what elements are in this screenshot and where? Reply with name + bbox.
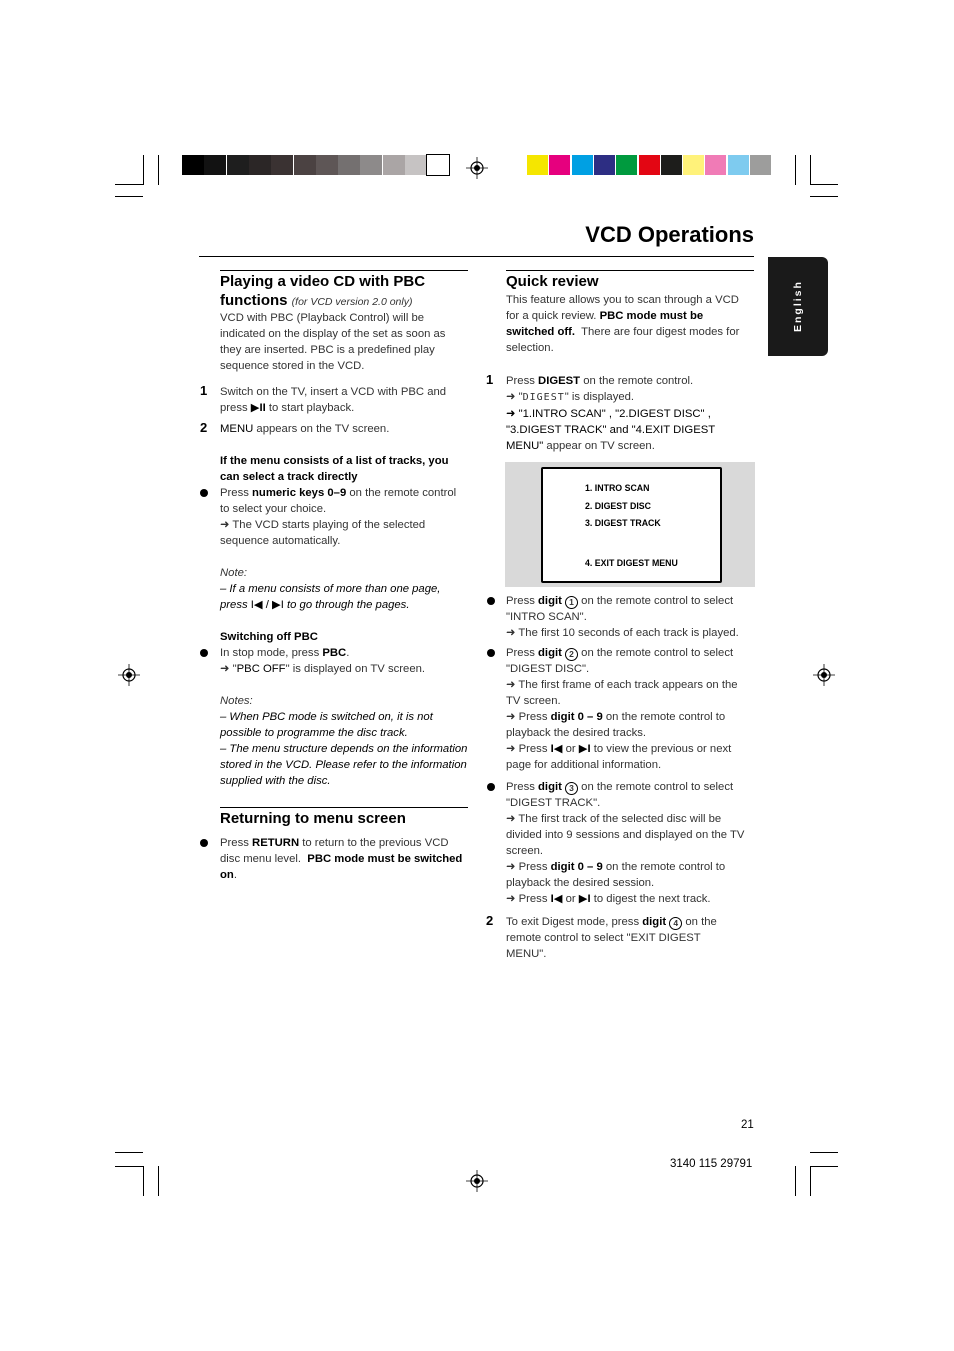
color-swatch	[572, 155, 593, 175]
digit-1-icon: 1	[565, 596, 578, 609]
quick-review-title: Quick review	[506, 273, 599, 290]
color-swatch	[616, 155, 637, 175]
color-swatch	[705, 155, 726, 175]
digest-option-2: Press digit 2 on the remote control to select "DIGEST DISC". ➜ The first frame of each track appears on the TV screen. ➜ Press digit 0 – 9 on the remote control to playback the desired tracks. ➜ Press I◀ or ▶I to view the previous or next page for additional information.	[506, 647, 738, 771]
list-instruction: Press numeric keys 0–9 on the remote control to select your choice.	[220, 487, 457, 515]
color-swatch	[405, 155, 427, 175]
bullet-icon	[487, 783, 495, 791]
return-instruction: Press RETURN to return to the previous VCD disc menu level. PBC mode must be switched on.	[220, 837, 463, 881]
bullet-icon	[200, 839, 208, 847]
digest-option-1: Press digit 1 on the remote control to select "INTRO SCAN". ➜ The first 10 seconds of each track is played.	[506, 595, 739, 639]
note-text: – If a menu consists of more than one page, press I◀ / ▶I to go through the pages.	[220, 583, 441, 611]
color-swatch	[383, 155, 405, 175]
list-result: ➜ The VCD starts playing of the selected sequence automatically.	[220, 519, 426, 547]
title-rule	[199, 256, 754, 257]
next-icon: ▶I	[578, 743, 591, 755]
bullet-icon	[487, 649, 495, 657]
color-swatch	[316, 155, 338, 175]
menu-item-digest-track: 3. DIGEST TRACK	[585, 518, 661, 528]
note-label: Note:	[220, 567, 248, 579]
pbc-title-line1: Playing a video CD with PBC	[220, 273, 426, 290]
color-swatch	[227, 155, 249, 175]
section-rule	[220, 270, 468, 271]
switch-heading: Switching off PBC	[220, 631, 318, 643]
color-swatch	[360, 155, 382, 175]
pbc-title-line2: functions	[220, 292, 288, 309]
color-swatch	[182, 155, 204, 175]
menu-item-exit-digest: 4. EXIT DIGEST MENU	[585, 558, 678, 568]
notes-2: – The menu structure depends on the information stored in the VCD. Please refer to the information supplied with the disc.	[220, 743, 468, 787]
notes-1: – When PBC mode is switched on, it is not possible to programme the disc track.	[220, 711, 433, 739]
color-swatch	[294, 155, 316, 175]
quick-review-intro: This feature allows you to scan through a VCD for a quick review. PBC mode must be switched off. There are four digest modes for selection.	[506, 294, 740, 354]
section-rule	[506, 270, 754, 271]
digit-3-icon: 3	[565, 782, 578, 795]
version-note: (for VCD version 2.0 only)	[291, 296, 413, 308]
bullet-icon	[200, 489, 208, 497]
document-code: 3140 115 29791	[670, 1158, 753, 1170]
language-tab	[768, 257, 828, 356]
digest-step2: To exit Digest mode, press digit 4 on the remote control to select "EXIT DIGEST MENU".	[506, 916, 717, 960]
digest-step1: Press DIGEST on the remote control. ➜ "DIGEST" is displayed. ➜ "1.INTRO SCAN" , "2.DIGEST DISC" , "3.DIGEST TRACK" and "4.EXIT DIGEST MENU" appear on TV screen.	[506, 375, 715, 452]
pbc-intro: VCD with PBC (Playback Control) will be indicated on the display of the set as soon as they are inserted. PBC is a predefined play sequence stored in the VCD.	[220, 312, 446, 372]
play-pause-key: ▶II	[250, 402, 266, 414]
next-icon: ▶I	[578, 893, 591, 905]
color-swatch	[728, 155, 749, 175]
lcd-display-text: DIGEST	[522, 392, 565, 403]
switch-result: ➜ "PBC OFF" is displayed on TV screen.	[220, 663, 426, 675]
color-swatch	[527, 155, 548, 175]
bullet-icon	[200, 649, 208, 657]
color-swatch	[204, 155, 226, 175]
color-swatch	[338, 155, 360, 175]
digest-option-3: Press digit 3 on the remote control to select "DIGEST TRACK". ➜ The first track of the selected disc will be divided into 9 sessions and displayed on the TV screen. ➜ Press digit 0 – 9 on the remote control to playback the desired session. ➜ Press I◀ or ▶I to digest the next track.	[506, 781, 745, 905]
menu-item-digest-disc: 2. DIGEST DISC	[585, 501, 651, 511]
color-swatch	[661, 155, 682, 175]
color-swatch	[427, 155, 449, 175]
color-swatch	[271, 155, 293, 175]
pbc-step2: MENU appears on the TV screen.	[220, 423, 390, 435]
step-number: 2	[486, 913, 494, 928]
section-rule	[220, 807, 468, 808]
step-number: 1	[486, 372, 494, 387]
digest-menu-screen	[541, 467, 722, 583]
step-number: 1	[200, 383, 208, 398]
color-swatch	[683, 155, 704, 175]
color-swatch	[549, 155, 570, 175]
digit-4-icon: 4	[669, 917, 682, 930]
pbc-section-title	[220, 272, 470, 312]
previous-icon: I◀	[550, 743, 563, 755]
switch-instruction: In stop mode, press PBC.	[220, 647, 350, 659]
color-swatch	[750, 155, 771, 175]
registration-mark-icon	[466, 1170, 488, 1192]
color-swatch	[594, 155, 615, 175]
registration-mark-icon	[466, 157, 488, 179]
pbc-step1: Switch on the TV, insert a VCD with PBC and press ▶II to start playback.	[220, 386, 447, 414]
color-swatch	[639, 155, 660, 175]
registration-mark-icon	[118, 664, 140, 686]
menu-item-intro-scan: 1. INTRO SCAN	[585, 483, 650, 493]
bullet-icon	[487, 597, 495, 605]
registration-mark-icon	[813, 664, 835, 686]
page-title: VCD Operations	[585, 222, 754, 247]
language-tab-label: English	[792, 280, 804, 333]
page-number: 21	[741, 1119, 754, 1131]
return-section-title: Returning to menu screen	[220, 810, 406, 827]
notes-label: Notes:	[220, 695, 253, 707]
digit-2-icon: 2	[565, 648, 578, 661]
previous-icon: I◀	[550, 893, 563, 905]
list-heading: If the menu consists of a list of tracks, you can select a track directly	[220, 455, 449, 483]
color-swatch	[249, 155, 271, 175]
step-number: 2	[200, 420, 208, 435]
